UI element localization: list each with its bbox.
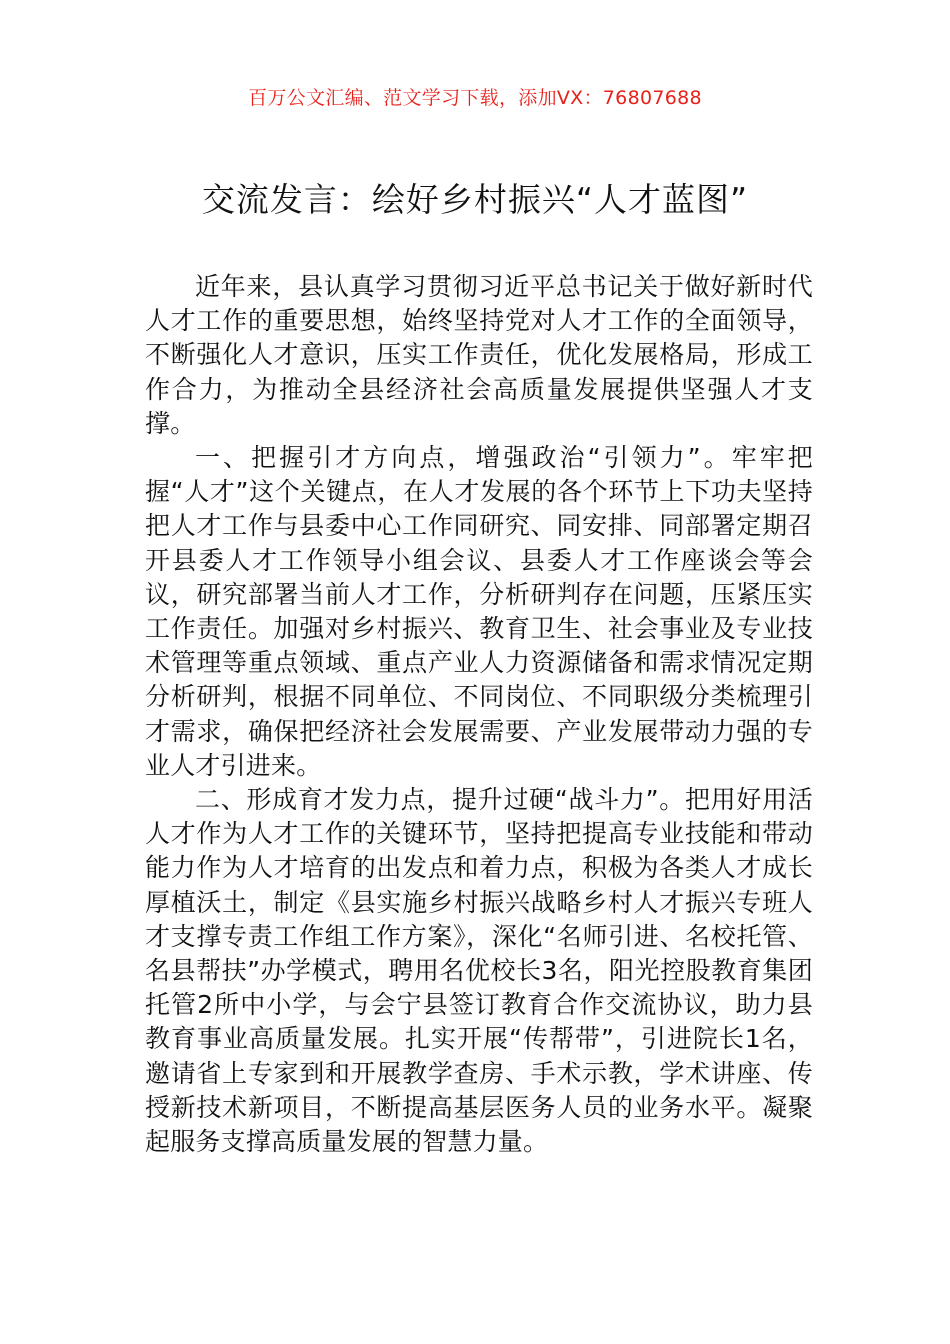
- document-title: 交流发言：绘好乡村振兴“人才蓝图”: [201, 180, 749, 219]
- promo-header-note: 百万公文汇编、范文学习下载，添加VX：76807688: [248, 87, 702, 109]
- paragraph-section-1: 一、把握引才方向点，增强政治“引领力”。牢牢把握“人才”这个关键点，在人才发展的各个环节上下功夫坚持把人才工作与县委中心工作同研究、同安排、同部署定期召开县委人才工作领导小组会议、县委人才工作座谈会等会议，研究部署当前人才工作，分析研判存在问题，压紧压实工作责任。加强对乡村振兴、教育卫生、社会事业及专业技术管理等重点领域、重点产业人力资源储备和需求情况定期分析研判，根据不同单位、不同岗位、不同职级分类梳理引才需求，确保把经济社会发展需要、产业发展带动力强的专业人才引进来。: [145, 443, 813, 780]
- document-body: [145, 270, 813, 1159]
- paragraph-section-2: 二、形成育才发力点，提升过硬“战斗力”。把用好用活人才作为人才工作的关键环节，坚持把提高专业技能和带动能力作为人才培育的出发点和着力点，积极为各类人才成长厚植沃土，制定《县实施乡村振兴战略乡村人才振兴专班人才支撑专责工作组工作方案》，深化“名师引进、名校托管、名县帮扶”办学模式，聘用名优校长3名，阳光控股教育集团托管2所中小学，与会宁县签订教育合作交流协议，助力县教育事业高质量发展。扎实开展“传帮带”，引进院长1名，邀请省上专家到和开展教学查房、手术示教，学术讲座、传授新技术新项目，不断提高基层医务人员的业务水平。凝聚起服务支撑高质量发展的智慧力量。: [145, 785, 813, 1157]
- paragraph-intro: 近年来，县认真学习贯彻习近平总书记关于做好新时代人才工作的重要思想，始终坚持党对人才工作的全面领导，不断强化人才意识，压实工作责任，优化发展格局，形成工作合力，为推动全县经济社会高质量发展提供坚强人才支撑。: [145, 272, 813, 438]
